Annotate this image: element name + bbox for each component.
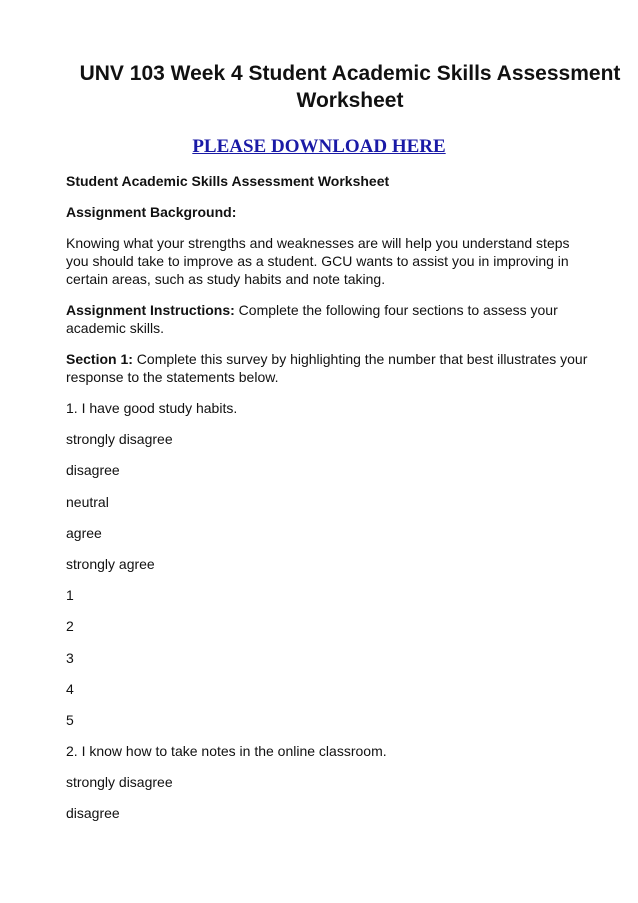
- q1-number: 3: [66, 649, 74, 666]
- document-title: UNV 103 Week 4 Student Academic Skills Assessment Worksheet: [79, 62, 621, 112]
- q1-option: strongly disagree: [66, 431, 173, 448]
- q2-option: strongly disagree: [66, 774, 173, 791]
- instructions-text: Complete the following four sections to assess your academic skills.: [66, 302, 558, 336]
- instructions-paragraph: [66, 301, 588, 337]
- background-label: Assignment Background:: [66, 204, 237, 220]
- question-2: 2. I know how to take notes in the online classroom.: [66, 743, 387, 760]
- instructions-label: Assignment Instructions:: [66, 302, 235, 318]
- q1-number: 4: [66, 680, 74, 697]
- section1-text: Complete this survey by highlighting the number that best illustrates your response to the statements below.: [66, 351, 588, 385]
- q2-option: disagree: [66, 805, 120, 822]
- background-text: Knowing what your strengths and weaknesses are will help you understand steps you should take to improve as a student. GCU wants to assist you in improving in certain areas, such as study habits and note taking.: [66, 235, 570, 287]
- q1-option: neutral: [66, 493, 109, 510]
- q1-number: 5: [66, 711, 74, 728]
- q1-option: strongly agree: [66, 555, 155, 572]
- worksheet-heading: Student Academic Skills Assessment Worksheet: [66, 173, 390, 189]
- download-link[interactable]: PLEASE DOWNLOAD HERE: [192, 136, 446, 157]
- q1-number: 1: [66, 587, 74, 604]
- q1-number: 2: [66, 618, 74, 635]
- document-body: [66, 172, 588, 836]
- q1-option: agree: [66, 524, 102, 541]
- section1-label: Section 1:: [66, 351, 133, 367]
- section1-paragraph: [66, 350, 588, 386]
- q1-option: disagree: [66, 462, 120, 479]
- question-1: 1. I have good study habits.: [66, 400, 238, 416]
